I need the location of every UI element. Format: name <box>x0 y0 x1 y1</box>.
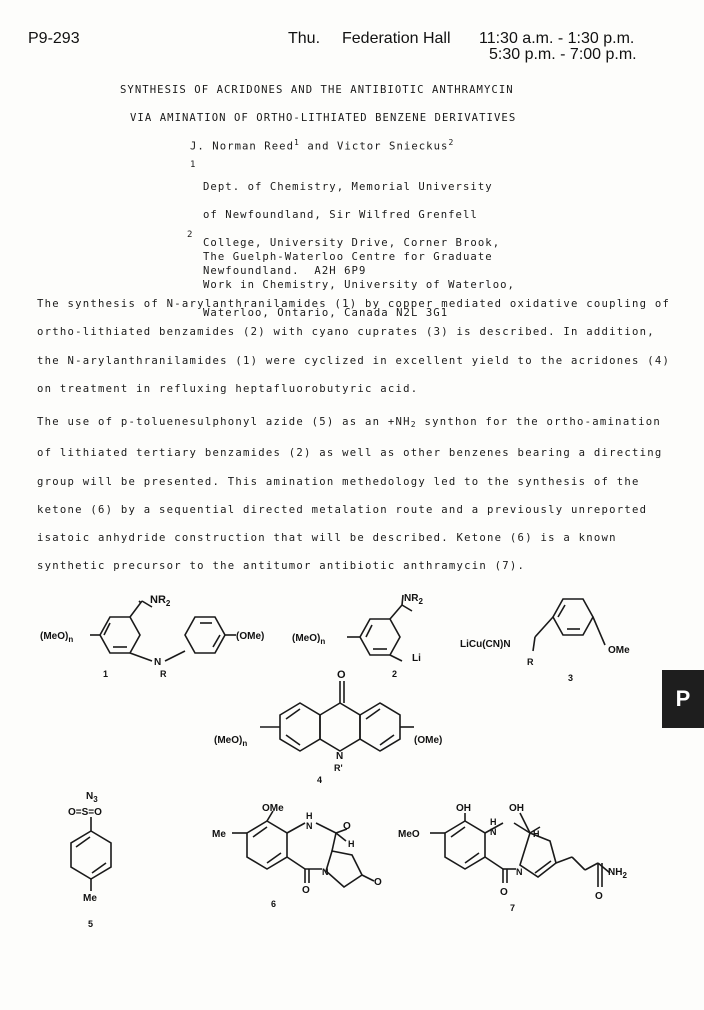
session-code: P9-293 <box>28 30 80 47</box>
structure-1-drawing <box>90 601 236 661</box>
structure-4-drawing <box>260 681 414 751</box>
s4-r: R' <box>334 763 343 773</box>
s7-n: N <box>490 827 497 837</box>
s3-label: 3 <box>568 673 574 683</box>
s7-label: 7 <box>510 903 516 913</box>
abstract-paragraph-1: The synthesis of N-arylanthranilamides (1) by copper mediated oxidative coupling of ortho-lithiated benzamides (2) with cyano cuprates (3) is described. In addition, the N-arylanthranilamides (1) were cyclized in excellent yield to the acridones (4) on treatment in refluxing heptafluorobutyric acid. <box>37 298 671 395</box>
affiliation-1-line: Newfoundland. A2H 6P9 <box>203 265 367 277</box>
s3-r: R <box>527 657 534 667</box>
s6-label: 6 <box>271 899 277 909</box>
s7-nh2: $NH_2$ <box>608 867 627 880</box>
s4-label: 4 <box>317 775 323 785</box>
s6-ome: OMe <box>262 803 284 814</box>
chemical-structures <box>0 585 704 945</box>
s5-n3: $N_3$ <box>86 791 98 804</box>
s7-h: H <box>490 817 497 827</box>
s4-meo: $(MeO)_n$ <box>214 735 248 748</box>
abstract-p2-subscript: 2 <box>410 420 417 429</box>
s6-o-ketone: O <box>374 877 382 888</box>
s6-me: Me <box>212 829 226 840</box>
affiliation-2-line: Work in Chemistry, University of Waterloo, <box>203 279 515 291</box>
session-day: Thu. <box>288 30 321 47</box>
affiliation-1-line: Dept. of Chemistry, Memorial University <box>203 181 493 193</box>
s1-r: R <box>160 669 167 679</box>
s7-ring-n: N <box>516 867 523 877</box>
affiliation-2-line: The Guelph-Waterloo Centre for Graduate <box>203 251 493 263</box>
affiliation-2-line: Waterloo, Ontario, Canada N2L 3G1 <box>203 307 449 319</box>
s7-meo: MeO <box>398 829 420 840</box>
s3-licu: LiCu(CN)N <box>460 639 511 650</box>
s5-so2: O=S=O <box>68 807 102 818</box>
paper-title-line-2: VIA AMINATION OF ORTHO-LITHIATED BENZENE DERIVATIVES <box>130 112 517 124</box>
affiliation-1-number: 1 <box>190 160 197 170</box>
author-1: J. Norman Reed <box>190 140 294 153</box>
structure-3-drawing <box>533 599 605 651</box>
s2-nr2: $NR_2$ <box>404 593 423 606</box>
abstract-p2-part-a: The use of p-toluenesulphonyl azide (5) as an +NH <box>37 416 411 428</box>
s4-ome: (OMe) <box>414 735 443 746</box>
s7-oh-2: OH <box>509 803 524 814</box>
s2-li: Li <box>412 653 421 664</box>
s1-label: 1 <box>103 669 109 679</box>
s3-ome: OMe <box>608 645 630 656</box>
authors-and: and <box>307 140 330 153</box>
affiliation-2-number: 2 <box>187 230 194 240</box>
author-2: Victor Snieckus <box>337 140 449 153</box>
s6-o-top: O <box>343 821 351 832</box>
s2-meo: $(MeO)_n$ <box>292 633 326 646</box>
section-tab-p: P <box>662 670 704 728</box>
s6-o-bottom: O <box>302 885 310 896</box>
s2-label: 2 <box>392 669 398 679</box>
s4-n: N <box>336 751 344 762</box>
s6-n: N <box>306 821 313 831</box>
structure-5-drawing <box>71 817 111 891</box>
s6-h: H <box>306 811 313 821</box>
paper-title-line-1: SYNTHESIS OF ACRIDONES AND THE ANTIBIOTIC ANTHRAMYCIN <box>120 84 514 96</box>
s7-o-bottom: O <box>500 887 508 898</box>
session-time-2: 5:30 p.m. - 7:00 p.m. <box>489 46 637 63</box>
abstract-paragraph-2 <box>37 408 677 581</box>
s5-me: Me <box>83 893 97 904</box>
authors <box>190 138 454 153</box>
s6-stereo-h: H <box>348 839 355 849</box>
s1-meo: $(MeO)_n$ <box>40 631 74 644</box>
structure-6-drawing <box>232 811 374 887</box>
s1-ome: (OMe) <box>236 631 265 642</box>
author-1-affil: 1 <box>294 138 300 147</box>
s6-ring-n: N <box>322 867 329 877</box>
s5-label: 5 <box>88 919 94 929</box>
session-venue: Federation Hall <box>342 30 451 47</box>
s7-stereo-h: H <box>533 829 540 839</box>
session-time-1: 11:30 a.m. - 1:30 p.m. <box>479 30 635 47</box>
s1-nr2: $NR_2$ <box>150 594 171 608</box>
s7-oh-1: OH <box>456 803 471 814</box>
author-2-affil: 2 <box>448 138 455 147</box>
structure-2-drawing <box>347 595 412 661</box>
s7-o-amide: O <box>595 891 603 902</box>
affiliation-1-line: College, University Drive, Corner Brook, <box>203 237 501 249</box>
s4-o: O <box>337 669 346 681</box>
s1-nh: N <box>154 657 162 668</box>
abstract-p2-part-b: synthon for the ortho-amination of lithiated tertiary benzamides (2) as well as other benzenes bearing a directing group will be presented. This amination methedology led to the synthesis of the ketone (6) by a sequential directed metalation route and a previously unreported isatoic anhydride construction that will be described. Ketone (6) is a known synthetic precursor to the antitumor antibiotic anthramycin (7). <box>37 416 663 573</box>
affiliation-1-line: of Newfoundland, Sir Wilfred Grenfell <box>203 209 478 221</box>
